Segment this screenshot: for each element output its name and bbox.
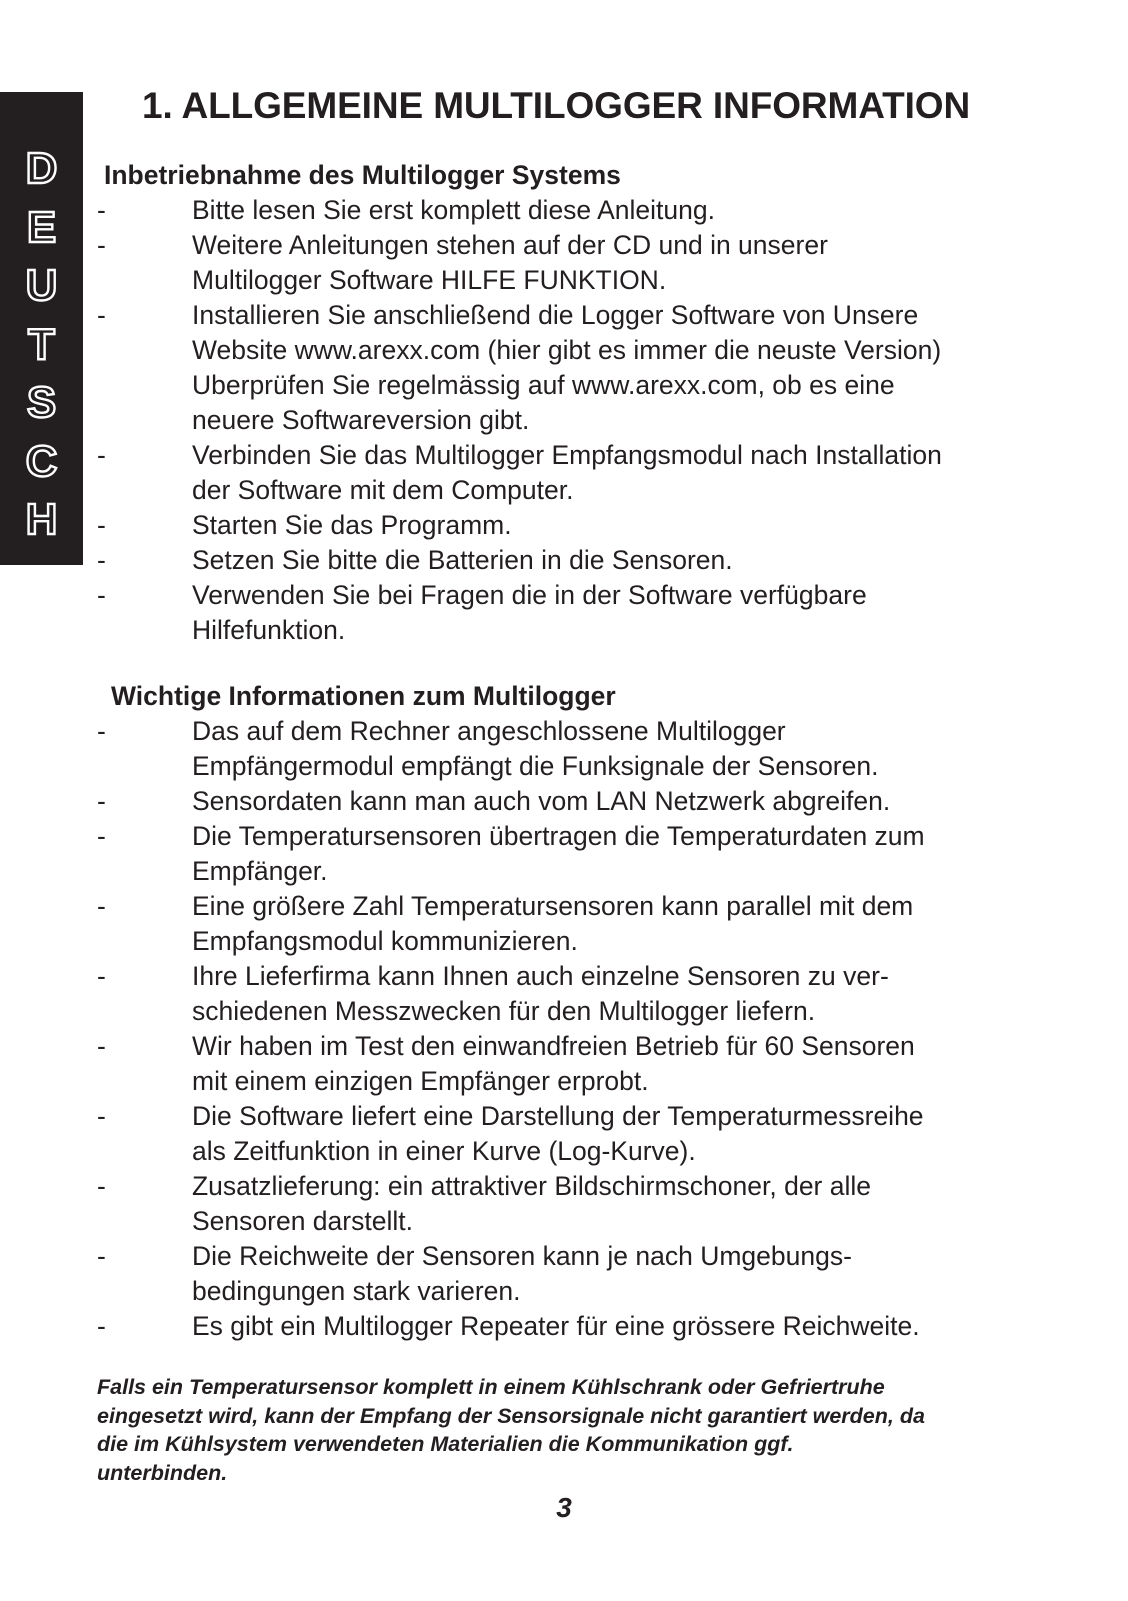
list-item bbox=[0, 193, 942, 228]
bullet-dash: - bbox=[97, 1101, 106, 1131]
tab-letter: U bbox=[25, 261, 58, 310]
list-item-line: Zusatzlieferung: ein attraktiver Bildschirmschoner, der alle bbox=[192, 1171, 871, 1201]
list-item-line: Empfängermodul empfängt die Funksignale der Sensoren. bbox=[192, 751, 879, 781]
list-item bbox=[0, 438, 942, 508]
list-item-line: Die Software liefert eine Darstellung der Temperaturmessreihe bbox=[192, 1101, 924, 1131]
list-item-line: Die Reichweite der Sensoren kann je nach Umgebungs- bbox=[192, 1241, 852, 1271]
list-item-line: bedingungen stark varieren. bbox=[192, 1276, 521, 1306]
tab-letter: H bbox=[25, 495, 58, 544]
list-item bbox=[0, 298, 942, 438]
section-heading-inbetriebnahme: Inbetriebnahme des Multilogger Systems bbox=[104, 160, 621, 190]
list-item-line: Starten Sie das Programm. bbox=[192, 510, 512, 540]
bullet-dash: - bbox=[97, 821, 106, 851]
page-title: 1. ALLGEMEINE MULTILOGGER INFORMATION bbox=[142, 85, 971, 126]
note-line: Falls ein Temperatursensor komplett in einem Kühlschrank oder Gefriertruhe bbox=[97, 1375, 885, 1399]
note-line: eingesetzt wird, kann der Empfang der Sensorsignale nicht garantiert werden, da bbox=[97, 1403, 925, 1428]
list-item bbox=[0, 508, 942, 543]
tab-letter: T bbox=[28, 319, 55, 369]
list-item-line: Wir haben im Test den einwandfreien Betrieb für 60 Sensoren bbox=[192, 1031, 915, 1061]
bullet-dash: - bbox=[97, 230, 106, 260]
list-item-line: Das auf dem Rechner angeschlossene Multilogger bbox=[192, 716, 786, 746]
bullet-dash: - bbox=[97, 786, 106, 816]
list-item bbox=[0, 889, 925, 959]
note-line: unterbinden. bbox=[97, 1460, 228, 1485]
list-item-line: Die Temperatursensoren übertragen die Temperaturdaten zum bbox=[192, 821, 925, 851]
bullet-dash: - bbox=[97, 961, 106, 991]
list-item bbox=[0, 1099, 925, 1169]
list-item-line: der Software mit dem Computer. bbox=[192, 475, 574, 505]
bullet-dash: - bbox=[97, 300, 106, 330]
list-item-line: Multilogger Software HILFE FUNKTION. bbox=[192, 265, 667, 295]
list-item-line: neuere Softwareversion gibt. bbox=[192, 405, 530, 435]
list-item bbox=[0, 714, 925, 784]
list-item bbox=[0, 784, 925, 819]
tab-letter: D bbox=[25, 144, 58, 193]
list-item-line: Hilfefunktion. bbox=[192, 615, 346, 645]
list-item-line: als Zeitfunktion in einer Kurve (Log-Kurve). bbox=[192, 1136, 696, 1166]
bullet-dash: - bbox=[97, 716, 106, 746]
list-item-line: Website www.arexx.com (hier gibt es immer die neuste Version) bbox=[192, 335, 942, 365]
warning-note bbox=[97, 1373, 925, 1487]
list-item bbox=[0, 543, 942, 578]
list-item-line: schiedenen Messzwecken für den Multilogger liefern. bbox=[192, 996, 816, 1026]
bullet-dash: - bbox=[97, 195, 106, 225]
list-item-line: Verwenden Sie bei Fragen die in der Software verfügbare bbox=[192, 580, 867, 610]
list-item bbox=[0, 1309, 925, 1344]
list-item-line: Es gibt ein Multilogger Repeater für eine grössere Reichweite. bbox=[192, 1311, 920, 1341]
list-item bbox=[0, 228, 942, 298]
list-item-line: Bitte lesen Sie erst komplett diese Anleitung. bbox=[192, 195, 715, 225]
list-item-line: Empfänger. bbox=[192, 856, 328, 886]
tab-letter: S bbox=[26, 378, 57, 427]
inbetriebnahme-list bbox=[0, 193, 942, 648]
list-item-line: Sensoren darstellt. bbox=[192, 1206, 413, 1236]
bullet-dash: - bbox=[97, 1241, 106, 1271]
list-item-line: Empfangsmodul kommunizieren. bbox=[192, 926, 578, 956]
page-number: 3 bbox=[556, 1492, 572, 1523]
bullet-dash: - bbox=[97, 580, 106, 610]
list-item-line: Eine größere Zahl Temperatursensoren kann parallel mit dem bbox=[192, 891, 914, 921]
list-item-line: Sensordaten kann man auch vom LAN Netzwerk abgreifen. bbox=[192, 786, 891, 816]
bullet-dash: - bbox=[97, 891, 106, 921]
note-line: die im Kühlsystem verwendeten Materialien die Kommunikation ggf. bbox=[97, 1432, 794, 1457]
list-item bbox=[0, 959, 925, 1029]
tab-letter: C bbox=[25, 436, 58, 486]
section-heading-wichtige-informationen: Wichtige Informationen zum Multilogger bbox=[111, 681, 616, 711]
bullet-dash: - bbox=[97, 545, 106, 575]
bullet-dash: - bbox=[97, 1311, 106, 1341]
bullet-dash: - bbox=[97, 510, 106, 540]
bullet-dash: - bbox=[97, 440, 106, 470]
bullet-dash: - bbox=[97, 1031, 106, 1061]
list-item-line: Verbinden Sie das Multilogger Empfangsmodul nach Installation bbox=[192, 440, 942, 470]
list-item bbox=[0, 578, 942, 648]
list-item-line: Ihre Lieferfirma kann Ihnen auch einzelne Sensoren zu ver- bbox=[192, 961, 889, 991]
list-item-line: Weitere Anleitungen stehen auf der CD und in unserer bbox=[192, 230, 828, 260]
wichtige-informationen-list bbox=[0, 714, 925, 1344]
list-item-line: Setzen Sie bitte die Batterien in die Sensoren. bbox=[192, 545, 733, 575]
list-item bbox=[0, 1169, 925, 1239]
tab-letter: E bbox=[26, 202, 57, 252]
list-item bbox=[0, 819, 925, 889]
list-item-line: Installieren Sie anschließend die Logger Software von Unsere bbox=[192, 300, 919, 330]
list-item-line: Uberprüfen Sie regelmässig auf www.arexx.com, ob es eine bbox=[192, 370, 895, 400]
bullet-dash: - bbox=[97, 1171, 106, 1201]
list-item-line: mit einem einzigen Empfänger erprobt. bbox=[192, 1066, 649, 1096]
list-item bbox=[0, 1239, 925, 1309]
list-item bbox=[0, 1029, 925, 1099]
